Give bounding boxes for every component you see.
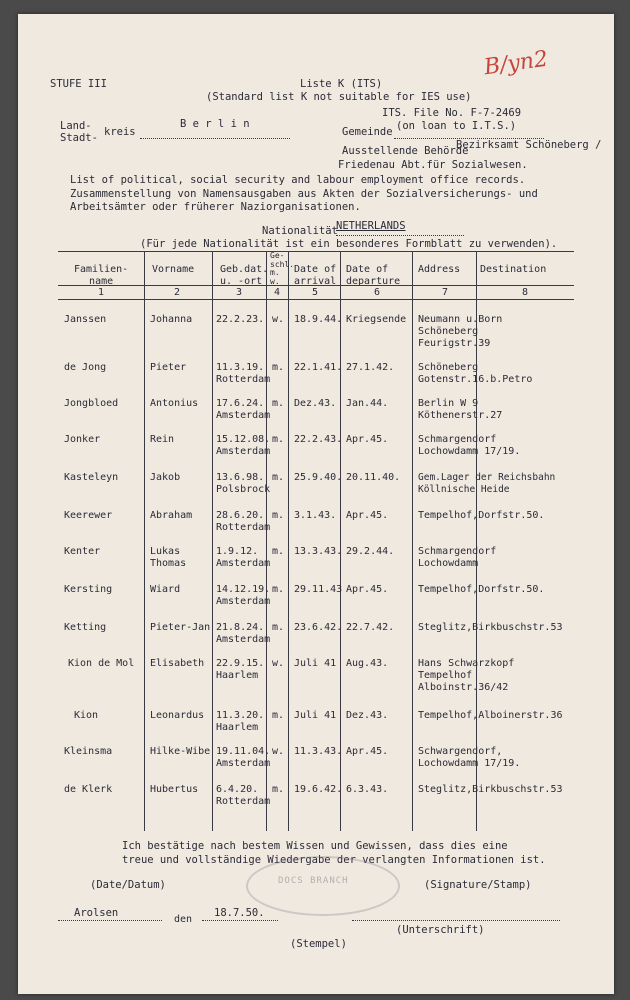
sex: m.: [272, 622, 285, 633]
col-header-arrival: Date of arrival: [294, 264, 337, 287]
birth-date-place: 22.9.15. Haarlem: [216, 658, 265, 681]
standard-note: (Standard list K not suitable for IES use): [206, 91, 472, 103]
date-departure: 6.3.43.: [346, 784, 389, 795]
nationality-note: (Für jede Nationalität ist ein besonderes Formblatt zu verwenden).: [140, 238, 558, 250]
birth-date-place: 22.2.23.: [216, 314, 265, 325]
first-name: Rein: [150, 434, 175, 445]
date-arrival: 13.3.43.: [294, 546, 343, 557]
first-name: Jakob: [150, 472, 181, 483]
date-value: 18.7.50.: [214, 907, 265, 919]
signature-label: (Signature/Stamp): [424, 879, 532, 891]
place-line: [58, 920, 162, 921]
col-divider-4: [288, 251, 289, 831]
behoerde-value-2: Friedenau Abt.für Sozialwesen.: [338, 159, 528, 171]
col-header-birth: Geb.dat. u. -ort: [220, 264, 269, 287]
sex: w.: [272, 314, 285, 325]
date-label: (Date/Datum): [90, 879, 166, 891]
col-header-address: Address: [418, 264, 461, 275]
date-departure: 27.1.42.: [346, 362, 395, 373]
first-name: Antonius: [150, 398, 199, 409]
date-arrival: 25.9.40.: [294, 472, 343, 483]
col-divider-6: [412, 251, 413, 831]
birth-date-place: 13.6.98. Polsbrock: [216, 472, 271, 495]
first-name: Pieter: [150, 362, 187, 373]
col-number-5: 5: [312, 287, 319, 298]
family-name: Kersting: [64, 584, 113, 595]
family-name: de Jong: [64, 362, 107, 373]
nationality-line: [336, 235, 464, 236]
kreis-value: B e r l i n: [180, 118, 250, 130]
address: Schöneberg Gotenstr.16.b.Petro: [418, 362, 533, 385]
birth-date-place: 11.3.19. Rotterdam: [216, 362, 271, 385]
first-name: Johanna: [150, 314, 193, 325]
birth-date-place: 14.12.19. Amsterdam: [216, 584, 271, 607]
family-name: Jonker: [64, 434, 101, 445]
family-name: Kion de Mol: [68, 658, 135, 669]
col-header-departure: Date of departure: [346, 264, 401, 287]
col-divider-5: [340, 251, 341, 831]
col-header-first: Vorname: [152, 264, 195, 275]
nationality-value: NETHERLANDS: [336, 220, 406, 232]
birth-date-place: 11.3.20. Haarlem: [216, 710, 265, 733]
date-arrival: 11.3.43.: [294, 746, 343, 757]
first-name: Leonardus: [150, 710, 205, 721]
kreis-label: kreis: [104, 126, 136, 138]
address: Steglitz,Birkbuschstr.53: [418, 784, 563, 795]
date-arrival: 29.11.43: [294, 584, 343, 595]
sex: m.: [272, 472, 285, 483]
sex: m.: [272, 362, 285, 373]
stufe-label: STUFE III: [50, 78, 107, 90]
handwritten-note: B/yn2: [482, 46, 550, 81]
sex: m.: [272, 584, 285, 595]
family-name: Ketting: [64, 622, 107, 633]
date-departure: Apr.45.: [346, 746, 389, 757]
family-name: Kenter: [64, 546, 101, 557]
family-name: Kasteleyn: [64, 472, 119, 483]
birth-date-place: 28.6.20. Rotterdam: [216, 510, 271, 533]
zusammenstellung-2: Arbeitsämter oder früherer Naziorganisationen.: [70, 201, 361, 213]
first-name: Wiard: [150, 584, 181, 595]
address: Gem.Lager der Reichsbahn Köllnische Heide: [418, 472, 556, 495]
birth-date-place: 17.6.24. Amsterdam: [216, 398, 271, 421]
date-arrival: 19.6.42.: [294, 784, 343, 795]
first-name: Hilke-Wibe: [150, 746, 211, 757]
land-stadt-label: Land- Stadt-: [60, 120, 98, 144]
sex: m.: [272, 398, 285, 409]
family-name: Kion: [74, 710, 99, 721]
zusammenstellung-1: Zusammenstellung von Namensausgaben aus Akten der Sozialversicherungs- und: [70, 188, 538, 200]
address: Tempelhof,Alboinerstr.36: [418, 710, 563, 721]
date-arrival: Juli 41: [294, 658, 337, 669]
col-divider-2: [212, 251, 213, 831]
birth-date-place: 6.4.20. Rotterdam: [216, 784, 271, 807]
birth-date-place: 19.11.04. Amsterdam: [216, 746, 271, 769]
first-name: Elisabeth: [150, 658, 205, 669]
sex: m.: [272, 784, 285, 795]
date-departure: Aug.43.: [346, 658, 389, 669]
address: Schmargendorf Lochowdamm: [418, 546, 497, 569]
family-name: Kleinsma: [64, 746, 113, 757]
col-divider-1: [144, 251, 145, 831]
col-number-2: 2: [174, 287, 181, 298]
family-name: Janssen: [64, 314, 107, 325]
address: Hans Schwarzkopf Tempelhof Alboinstr.36/42: [418, 658, 515, 693]
table-top-line: [58, 251, 574, 252]
sex: m.: [272, 434, 285, 445]
first-name: Lukas Thomas: [150, 546, 187, 569]
date-arrival: Juli 41: [294, 710, 337, 721]
address: Steglitz,Birkbuschstr.53: [418, 622, 563, 633]
date-arrival: 3.1.43.: [294, 510, 337, 521]
date-arrival: 18.9.44.: [294, 314, 343, 325]
signature-line: [352, 920, 560, 921]
col-number-6: 6: [374, 287, 381, 298]
col-number-3: 3: [236, 287, 243, 298]
family-name: de Klerk: [64, 784, 113, 795]
col-divider-3: [266, 251, 267, 831]
col-header-sex: Ge- schl. m. w.: [270, 251, 295, 286]
date-departure: Dez.43.: [346, 710, 389, 721]
date-line: [202, 920, 278, 921]
first-name: Abraham: [150, 510, 193, 521]
address: Tempelhof,Dorfstr.50.: [418, 584, 545, 595]
place-value: Arolsen: [74, 907, 119, 919]
col-header-family: Familien- name: [74, 264, 129, 287]
kreis-line: [140, 138, 290, 139]
col-number-8: 8: [522, 287, 529, 298]
list-title: Liste K (ITS): [300, 78, 383, 90]
birth-date-place: 15.12.08. Amsterdam: [216, 434, 271, 457]
den-label: den: [174, 914, 193, 925]
date-departure: Apr.45.: [346, 510, 389, 521]
sex: m.: [272, 710, 285, 721]
behoerde-label: Ausstellende Behörde: [342, 145, 469, 157]
date-arrival: 22.1.41.: [294, 362, 343, 373]
gemeinde-value: (on loan to I.T.S.): [396, 120, 517, 132]
its-file-number: ITS. File No. F-7-2469: [382, 107, 522, 119]
date-departure: 20.11.40.: [346, 472, 401, 483]
family-name: Jongbloed: [64, 398, 119, 409]
first-name: Hubertus: [150, 784, 199, 795]
date-arrival: Dez.43.: [294, 398, 337, 409]
list-of-records: List of political, social security and labour employment office records.: [70, 174, 526, 186]
address: Schmargendorf Lochowdamm 17/19.: [418, 434, 521, 457]
sex: m.: [272, 510, 285, 521]
behoerde-value-1: Bezirksamt Schöneberg /: [456, 139, 602, 151]
birth-date-place: 21.8.24. Amsterdam: [216, 622, 271, 645]
date-departure: 22.7.42.: [346, 622, 395, 633]
family-name: Keerewer: [64, 510, 113, 521]
confirmation-line-2: treue und vollständige Wiedergabe der verlangten Informationen ist.: [122, 854, 546, 866]
sex: w.: [272, 746, 285, 757]
date-arrival: 23.6.42.: [294, 622, 343, 633]
sex: w.: [272, 658, 285, 669]
date-departure: 29.2.44.: [346, 546, 395, 557]
col-number-7: 7: [442, 287, 449, 298]
col-header-destination: Destination: [480, 264, 547, 275]
gemeinde-label: Gemeinde: [342, 126, 393, 138]
date-arrival: 22.2.43.: [294, 434, 343, 445]
address: Neumann u.Born Schöneberg Feurigstr.39: [418, 314, 503, 349]
address: Schwargendorf, Lochowdamm 17/19.: [418, 746, 521, 769]
document-sheet: [18, 14, 614, 994]
confirmation-line-1: Ich bestätige nach bestem Wissen und Gewissen, dass dies eine: [122, 840, 508, 852]
faded-stamp: [246, 856, 400, 916]
unterschrift-label: (Unterschrift): [396, 924, 485, 936]
first-name: Pieter-Jan: [150, 622, 211, 633]
stamp-text: DOCS BRANCH: [278, 876, 349, 886]
table-number-line: [58, 299, 574, 300]
date-departure: Apr.45.: [346, 434, 389, 445]
address: Tempelhof,Dorfstr.50.: [418, 510, 545, 521]
date-departure: Jan.44.: [346, 398, 389, 409]
nationality-label: Nationalität: [262, 225, 338, 237]
birth-date-place: 1.9.12. Amsterdam: [216, 546, 271, 569]
sex: m.: [272, 546, 285, 557]
col-number-1: 1: [98, 287, 105, 298]
col-number-4: 4: [274, 287, 281, 298]
stempel-label: (Stempel): [290, 938, 347, 950]
date-departure: Apr.45.: [346, 584, 389, 595]
date-departure: Kriegsende: [346, 314, 407, 325]
address: Berlin W 9 Köthenerstr.27: [418, 398, 503, 421]
